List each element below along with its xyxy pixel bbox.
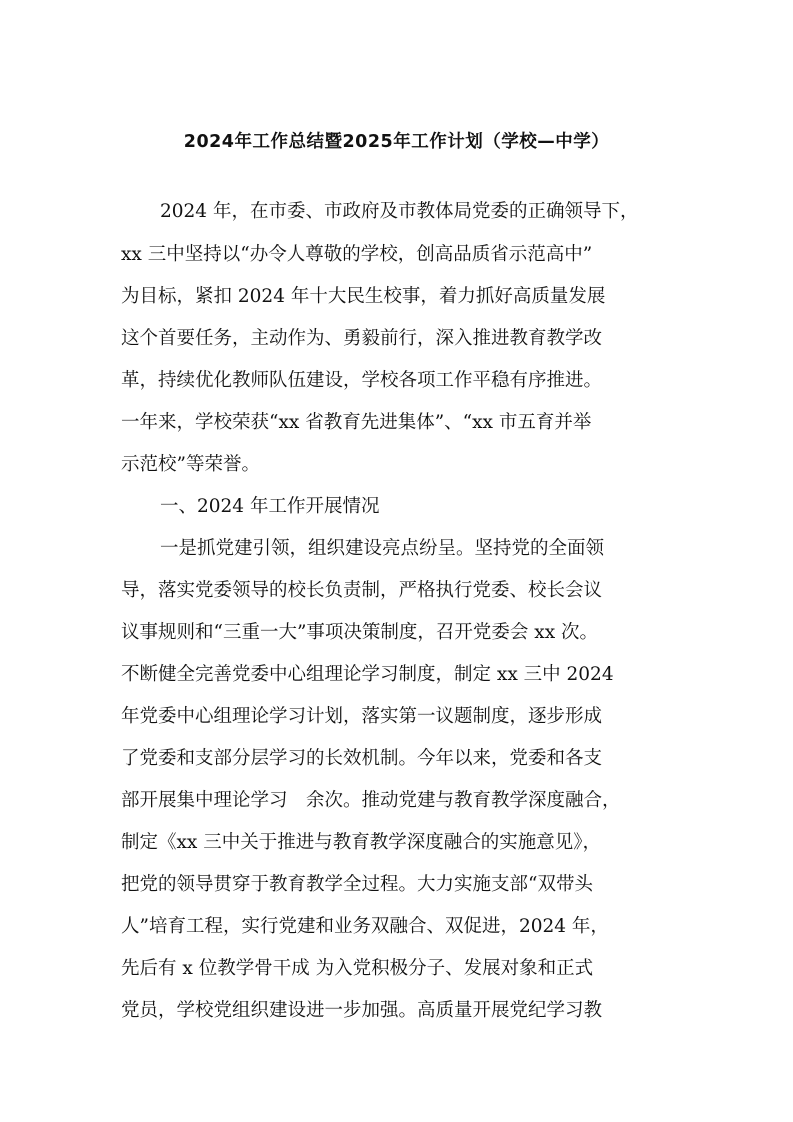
paragraph-line: 革，持续优化教师队伍建设，学校各项工作平稳有序推进。 bbox=[121, 370, 603, 391]
paragraph-line: 为目标，紧扣 2024 年十大民生校事，着力抓好高质量发展 bbox=[121, 286, 606, 307]
paragraph-line: 不断健全完善党委中心组理论学习制度，制定 xx 三中 2024 bbox=[121, 664, 614, 685]
paragraph-line: 把党的领导贯穿于教育教学全过程。大力实施支部“双带头 bbox=[121, 874, 593, 895]
paragraph-line: 议事规则和“三重一大”事项决策制度，召开党委会 xx 次。 bbox=[121, 622, 599, 643]
paragraph-line: 党员，学校党组织建设进一步加强。高质量开展党纪学习教 bbox=[121, 1000, 603, 1021]
paragraph-line: 导，落实党委领导的校长负责制，严格执行党委、校长会议 bbox=[121, 580, 603, 601]
paragraph-line: 示范校”等荣誉。 bbox=[121, 454, 260, 475]
paragraph-line: 制定《xx 三中关于推进与教育教学深度融合的实施意见》， bbox=[121, 832, 601, 853]
section-heading: 一、2024 年工作开展情况 bbox=[160, 496, 380, 517]
paragraph-line: 年党委中心组理论学习计划，落实第一议题制度，逐步形成 bbox=[121, 706, 603, 727]
paragraph-line: 这个首要任务，主动作为、勇毅前行，深入推进教育教学改 bbox=[121, 328, 603, 349]
paragraph-line: 2024 年，在市委、市政府及市教体局党委的正确领导下， bbox=[160, 201, 639, 222]
paragraph-line: 一年来，学校荣获“xx 省教育先进集体”、“xx 市五育并举 bbox=[121, 412, 592, 433]
document-title: 2024年工作总结暨2025年工作计划（学校—中学） bbox=[183, 132, 610, 152]
paragraph-line: 了党委和支部分层学习的长效机制。今年以来，党委和各支 bbox=[121, 748, 603, 769]
paragraph-line: xx 三中坚持以“办令人尊敬的学校，创高品质省示范高中” bbox=[121, 244, 593, 265]
paragraph-line: 一是抓党建引领，组织建设亮点纷呈。坚持党的全面领 bbox=[160, 538, 605, 559]
paragraph-line: 人”培育工程，实行党建和业务双融合、双促进，2024 年， bbox=[121, 916, 609, 937]
paragraph-line: 部开展集中理论学习 余次。推动党建与教育教学深度融合， bbox=[121, 790, 621, 811]
paragraph-line: 先后有 x 位教学骨干成 为入党积极分子、发展对象和正式 bbox=[121, 958, 594, 979]
